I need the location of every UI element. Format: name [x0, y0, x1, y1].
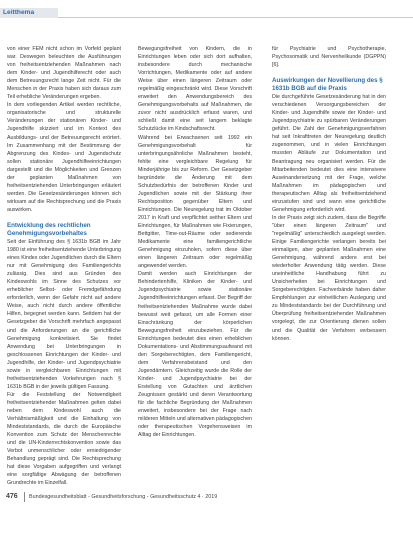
column-2	[138, 45, 252, 485]
paragraph: Seit der Einführung des § 1631b BGB im Jahr 1980 ist eine freiheitsentziehende Unterbringung eines Kindes oder Jugendlichen durch die Eltern nur mit Genehmigung des Familiengerichts zulässig. Dies sind aus Gründen des Kindeswohls im Sinne des Schutzes vor erheblicher Selbst- oder Fremdgefährdung erforderlich, wenn der Gefahr nicht auf andere Weise, auch nicht durch andere öffentliche Hilfen, begegnet werden kann. Seitdem hat der Gesetzgeber die Vorschrift mehrfach angepasst und die Anforderungen an die gerichtliche Genehmigung konkretisiert. Sie findet Anwendung bei Unterbringungen in geschlossenen Einrichtungen der Kinder- und Jugendhilfe, der Kinder- und Jugendpsychiatrie sowie in vergleichbaren Einrichtungen mit freiheitsentziehenden Vorkehrungen nach § 1631b BGB in der jeweils gültigen Fassung.	[7, 238, 121, 390]
page-number: 476	[6, 493, 18, 500]
article-body	[0, 45, 413, 485]
journal-citation: Bundesgesundheitsblatt - Gesundheitsforschung - Gesundheitsschutz 4 · 2019	[29, 494, 218, 500]
paragraph: Bewegungsfreiheit von Kindern, die in Einrichtungen leben oder sich dort aufhalten, insbesondere durch mechanische Vorrichtungen, Medikamente oder auf andere Weise über einen längeren Zeitraum oder regelmäßig eingeschränkt wird. Diese Vorschrift erweitert den Anwendungsbereich des Genehmigungsvorbehalts auf Maßnahmen, die zuvor nicht ausdrücklich erfasst waren, und schließt damit eine seit langem beklagte Schutzlücke im Kindschaftsrecht.	[138, 46, 252, 133]
footer-divider	[24, 492, 25, 502]
paragraph: Für die Feststellung der Notwendigkeit freiheitsentziehender Maßnahmen gelten dabei neben dem Kindeswohl auch die Verhältnismäßigkeit und die Einhaltung von Mindeststandards, die durch die Europäische Konvention zum Schutz der Menschenrechte und die UN-Kinderrechtskonvention sowie das Verbot unmenschlicher oder erniedrigender Behandlung geprägt sind. Die Rechtsprechung hat diese Vorgaben aufgegriffen und verlangt eine sorgfältige Abwägung der betroffenen Grundrechte im Einzelfall.	[7, 391, 121, 485]
paragraph: Die durchgeführte Gesetzesänderung hat in den verschiedenen Versorgungsbereichen der Kinder- und Jugendhilfe sowie der Kinder- und Jugendpsychiatrie zu spürbaren Veränderungen geführt. Die Zahl der Genehmigungsverfahren hat seit Inkrafttreten der Neuregelung deutlich zugenommen, und in vielen Einrichtungen mussten Abläufe zur Dokumentation und Beantragung neu organisiert werden. Für die Mitarbeitenden bedeutet dies eine intensivere Auseinandersetzung mit der Frage, welche Maßnahmen im pädagogischen und therapeutischen Alltag als freiheitsentziehend einzustufen sind und wann eine gerichtliche Genehmigung erforderlich wird.	[272, 94, 386, 213]
page-footer	[0, 491, 413, 505]
paragraph: Damit werden auch Einrichtungen der Behindertenhilfe, Kliniken der Kinder- und Jugendpsychiatrie sowie stationäre Jugendhilfeeinrichtungen erfasst. Der Begriff der freiheitsentziehenden Maßnahme wurde dabei bewusst weit gefasst, um alle Formen einer Einschränkung der körperlichen Bewegungsfreiheit einzubeziehen. Für die Einrichtungen bedeutet dies einen erheblichen Dokumentations- und Abstimmungsaufwand mit den Sorgeberechtigten, dem Familiengericht, dem Verfahrensbeistand und den Jugendämtern. Gleichzeitig wurde die Rolle der Kinder- und Jugendpsychiatrie bei der Erstellung von Gutachten und ärztlichen Zeugnissen gestärkt und deren Verantwortung für die fachliche Begründung der Maßnahmen erweitert, insbesondere bei der Frage nach milderen Mitteln und alternativen pädagogischen oder therapeutischen Vorgehensweisen im Alltag der Einrichtungen.	[138, 271, 252, 439]
paragraph: für Psychiatrie und Psychotherapie, Psychosomatik und Nervenheilkunde (DGPPN) [6].	[272, 46, 386, 69]
paragraph: von einer FEM nicht schon im Vorfeld geplant war. Deswegen beleuchten die Ausführungen von freiheitsentziehenden Maßnahmen nach dem Kinder- und Jugendhilferecht oder auch dem Betreuungsrecht lange Zeit nicht. Für die Menschen in der Praxis haben sich daraus zum Teil erhebliche Veränderungen ergeben.	[7, 46, 121, 101]
section-heading: Entwicklung des rechtlichen Genehmigungsvorbehaltes	[7, 221, 91, 237]
column-1	[7, 45, 121, 485]
column-3	[272, 45, 386, 485]
rubric-rule	[58, 17, 413, 18]
paragraph: In dem vorliegenden Artikel werden rechtliche, organisatorische und strukturelle Veränderungen der stationären Kinder- und Jugendhilfe skizziert und im Kontext des Ausbildungs- und der Betreuungsrecht erörtert. Im Zusammenhang mit der Bestimmung der Abgrenzung des Kindes- und Jugendschutz sollen stationäre Jugendhilfeeinrichtungen dargestellt und die Möglichkeiten und Grenzen der geplanten Maßnahmen von freiheitsentziehenden Unterbringungen erläutert werden. Die Gesetzesänderungen können sich wirksam auf die Rechtsprechung und die Praxis auswirken.	[7, 102, 121, 213]
paragraph: In der Praxis zeigt sich zudem, dass die Begriffe "über einen längeren Zeitraum" und "regelmäßig" unterschiedlich ausgelegt werden. Einige Familiengerichte verlangen bereits bei einmaligen, aber geplanten Maßnahmen eine Genehmigung, während andere erst bei wiederholter Anwendung tätig werden. Diese uneinheitliche Handhabung führt zu Unsicherheiten bei Einrichtungen und Sorgeberechtigten. Fachverbände haben daher Empfehlungen zur einheitlichen Auslegung und zu Mindeststandards bei der Durchführung und Überprüfung freiheitsentziehender Maßnahmen vorgelegt, die zur Orientierung dienen sollen und die Qualität der Verfahren verbessern können.	[272, 214, 386, 342]
spacer	[7, 214, 121, 222]
rubric-label: Leitthema	[3, 9, 35, 16]
paragraph: Während bei Erwachsenen seit 1992 ein Genehmigungsvorbehalt für unterbringungsähnliche Maßnahmen besteht, fehlte eine vergleichbare Regelung für Minderjährige bis zur Reform. Der Gesetzgeber begründete die Änderung mit dem Schutzbedürfnis der betroffenen Kinder und Jugendlichen sowie mit der Stärkung ihrer Rechtsposition gegenüber Eltern und Einrichtungen. Die Neuregelung trat im Oktober 2017 in Kraft und verpflichtet seither Eltern und Einrichtungen, für Maßnahmen wie Fixierungen, Bettgitter, Time-out-Räume oder sedierende Medikamente eine familiengerichtliche Genehmigung einzuholen, sofern diese über einen längeren Zeitraum oder regelmäßig angewendet werden.	[138, 134, 252, 270]
section-heading: Auswirkungen der Novellierung des § 1631b BGB auf die Praxis	[272, 77, 383, 93]
rubric-header	[0, 0, 413, 18]
spacer	[272, 69, 386, 77]
